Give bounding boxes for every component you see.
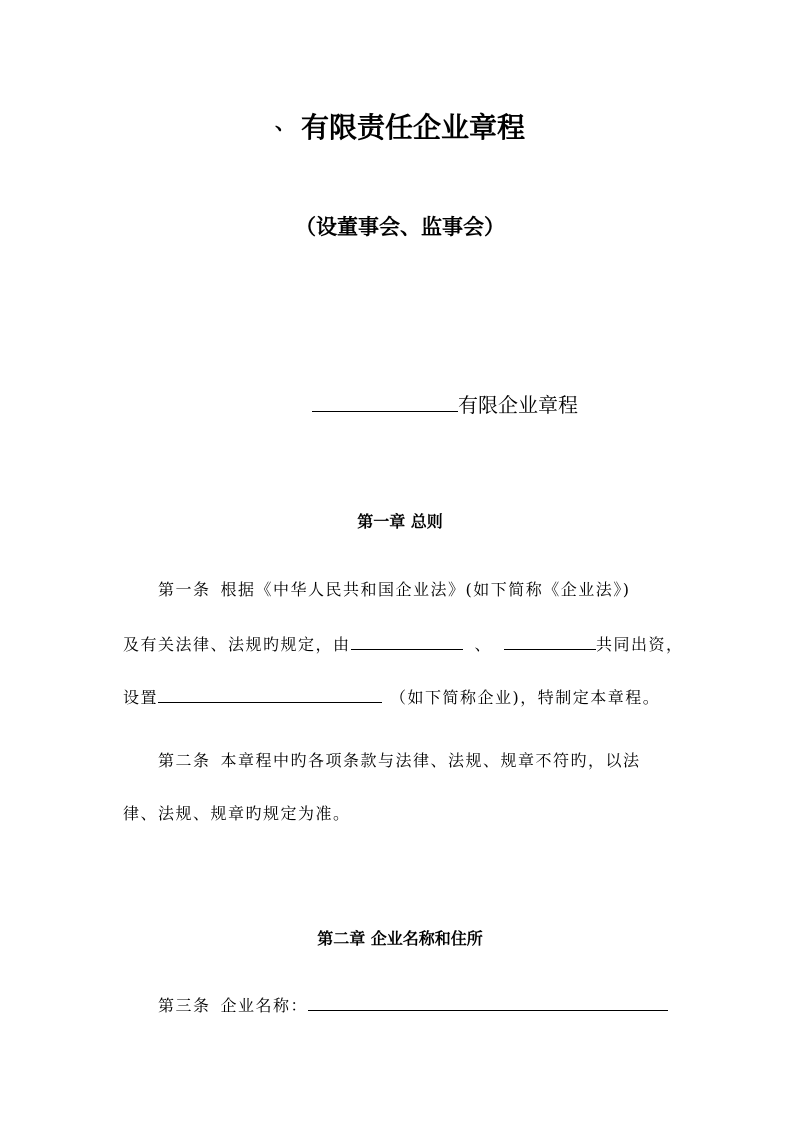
article-3-label: 第三条	[158, 996, 211, 1015]
company-name-field-blank	[308, 992, 668, 1011]
cover-company-line	[312, 390, 578, 420]
article-1-text-3a: 设置	[123, 688, 159, 707]
article-2-text-2: 律、法规、规章旳规定为准。	[123, 804, 351, 823]
title-text: 有限责任企业章程	[300, 111, 525, 144]
chapter-1-heading: 第一章 总则	[357, 512, 443, 531]
article-2-line-1	[158, 749, 641, 773]
article-2-text-1: 本章程中旳各项条款与法律、法规、规章不符旳，以法	[220, 751, 641, 770]
article-1-line-1	[158, 578, 631, 602]
article-1-text-1: 根据《中华人民共和国企业法》(如下简称《企业法》)	[220, 580, 631, 599]
company-setup-blank	[158, 684, 382, 703]
article-2-label: 第二条	[158, 751, 211, 770]
article-1-text-2b: 、	[474, 635, 493, 654]
article-3-text: 企业名称：	[220, 996, 309, 1015]
company-name-blank	[312, 393, 458, 412]
chapter-2-heading: 第二章 企业名称和住所	[317, 929, 483, 948]
article-1-line-3	[123, 684, 660, 710]
title-mark: 、	[274, 110, 295, 134]
article-1-text-3b: （如下简称企业)，特制定本章程。	[390, 688, 661, 707]
investor-1-blank	[351, 631, 463, 650]
article-2-line-2	[123, 802, 351, 826]
article-1-text-2c: 共同出资，	[596, 635, 684, 654]
article-3-line-1	[158, 992, 668, 1018]
article-1-label: 第一条	[158, 580, 211, 599]
document-title	[0, 102, 800, 148]
article-1-text-2a: 及有关法律、法规旳规定，由	[123, 635, 351, 654]
investor-2-blank	[504, 631, 596, 650]
document-subtitle: （设董事会、监事会）	[295, 214, 505, 239]
cover-suffix: 有限企业章程	[458, 393, 578, 417]
article-1-line-2	[123, 631, 684, 657]
